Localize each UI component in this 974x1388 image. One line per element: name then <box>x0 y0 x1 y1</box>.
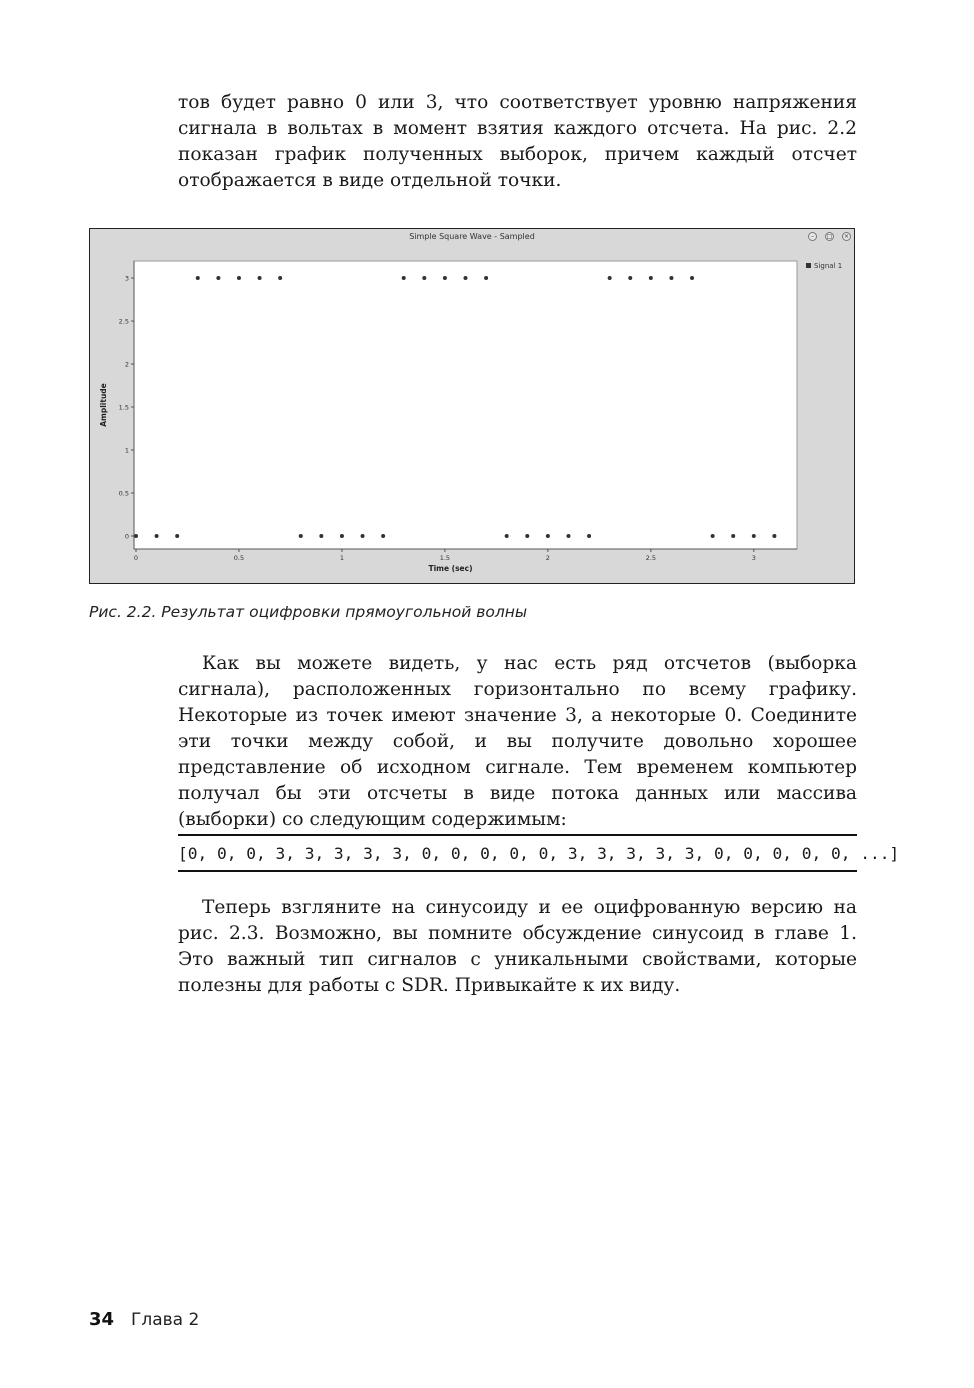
intro-paragraph: тов будет равно 0 или 3, что соответствует уровню напряжения сигнала в вольтах в момент взятия каждого отсчета. На рис. 2.2 показан график полученных выборок, причем каждый отсчет отображается в виде отдельной точки. <box>178 92 857 191</box>
data-point <box>361 534 365 538</box>
y-axis-label: Amplitude <box>99 383 108 427</box>
data-point <box>505 534 509 538</box>
x-tick-label: 2.5 <box>645 554 657 562</box>
plot-area <box>134 261 797 549</box>
x-tick-label: 0 <box>133 554 139 562</box>
data-point <box>731 534 735 538</box>
x-axis-label: Time (sec) <box>428 564 473 573</box>
x-tick-label: 1 <box>339 554 345 562</box>
data-point <box>381 534 385 538</box>
data-point <box>340 534 344 538</box>
figure-caption: Рис. 2.2. Результат оцифровки прямоугольной волны <box>89 603 528 621</box>
data-point <box>443 276 447 280</box>
data-point <box>237 276 241 280</box>
data-point <box>278 276 282 280</box>
data-point <box>690 276 694 280</box>
figure-window <box>89 228 855 584</box>
x-tick-label: 0.5 <box>233 554 245 562</box>
y-tick-label: 2 <box>124 360 129 369</box>
body-paragraph: Как вы можете видеть, у нас есть ряд отсчетов (выборка сигнала), расположенных горизонтально по всему графику. Некоторые из точек имеют значение 3, а некоторые 0. Соедините эти точки между собой, и вы получите довольно хорошее представление об исходном сигнале. Тем временем компьютер получал бы эти отсчеты в виде потока данных или массива (выборки) со следующим содержимым: <box>178 653 857 830</box>
data-point <box>402 276 406 280</box>
y-tick-label: 3 <box>124 274 129 283</box>
data-point <box>669 276 673 280</box>
x-tick-label: 2 <box>545 554 550 562</box>
data-point <box>196 276 200 280</box>
x-tick-label: 1.5 <box>439 554 451 562</box>
maximize-icon[interactable]: □ <box>826 233 833 240</box>
data-point <box>546 534 550 538</box>
chapter-label: Глава 2 <box>131 1310 200 1330</box>
data-point <box>422 276 426 280</box>
window-title: Simple Square Wave - Sampled <box>409 232 535 241</box>
data-point <box>216 276 220 280</box>
data-point <box>319 534 323 538</box>
code-listing: [0, 0, 0, 3, 3, 3, 3, 3, 0, 0, 0, 0, 0, 3, 3, 3, 3, 3, 0, 0, 0, 0, 0, ...] <box>178 844 900 863</box>
data-point <box>752 534 756 538</box>
x-tick-label: 3 <box>751 554 756 562</box>
scatter-chart <box>90 244 853 582</box>
y-tick-label: 1 <box>124 446 129 455</box>
legend-entry: Signal 1 <box>814 262 843 270</box>
data-point <box>711 534 715 538</box>
code-bottom-rule <box>178 870 857 872</box>
data-point <box>258 276 262 280</box>
y-tick-label: 1.5 <box>118 403 129 412</box>
y-tick-label: 2.5 <box>118 317 129 326</box>
data-point <box>772 534 776 538</box>
close-icon[interactable]: × <box>843 233 850 240</box>
data-point <box>299 534 303 538</box>
data-point <box>134 534 138 538</box>
data-point <box>155 534 159 538</box>
data-point <box>525 534 529 538</box>
data-point <box>628 276 632 280</box>
y-tick-label: 0 <box>124 532 129 541</box>
code-top-rule <box>178 834 857 836</box>
data-point <box>649 276 653 280</box>
data-point <box>608 276 612 280</box>
minimize-icon[interactable]: – <box>808 232 817 241</box>
closing-paragraph: Теперь взгляните на синусоиду и ее оцифрованную версию на рис. 2.3. Возможно, вы помните обсуждение синусоид в главе 1. Это важный тип сигналов с уникальными свойствами, которые полезны для работы с SDR. Привыкайте к их виду. <box>178 897 857 996</box>
data-point <box>566 534 570 538</box>
data-point <box>464 276 468 280</box>
y-tick-label: 0.5 <box>118 489 129 498</box>
data-point <box>587 534 591 538</box>
page-number: 34 <box>89 1309 115 1330</box>
data-point <box>175 534 179 538</box>
data-point <box>484 276 488 280</box>
legend-swatch <box>806 263 811 268</box>
